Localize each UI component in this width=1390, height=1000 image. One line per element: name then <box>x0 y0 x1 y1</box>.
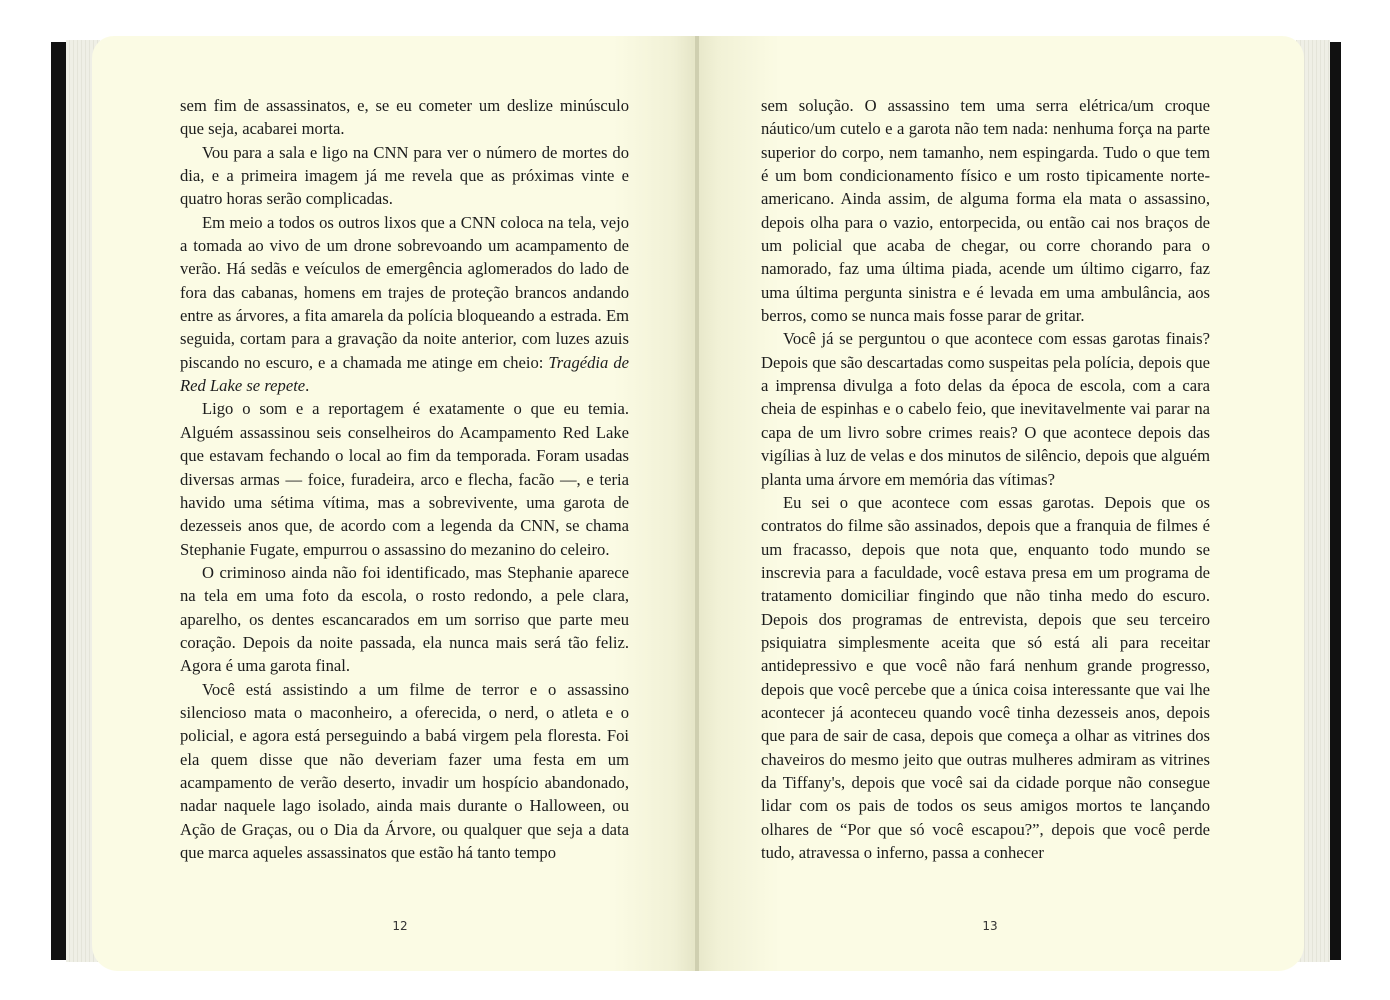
paragraph: sem solução. O assassino tem uma serra elétrica/um croque náutico/um cutelo e a garota não tem nada: nenhuma força na parte superior do corpo, nem tamanho, nem espingarda. Tudo o que tem é um bom condicionamento físico e um rosto tipicamente norte-americano. Ainda assim, de alguma forma ela mata o assassino, depois olha para o vazio, entorpecida, ou então cai nos braços de um policial que acaba de chegar, ou corre chorando para o namorado, faz uma última piada, acende um último cigarro, faz uma última pergunta sinistra e é levada em uma ambulância, aos berros, como se nunca mais fosse parar de gritar. <box>761 96 1210 326</box>
paragraph-end: . <box>305 376 310 396</box>
paragraph: Vou para a sala e ligo na CNN para ver o número de mortes do dia, e a primeira imagem já me revela que as próximas vinte e quatro horas serão complicadas. <box>180 142 629 209</box>
paragraph: Ligo o som e a reportagem é exatamente o que eu temia. Alguém assassinou seis conselheiros do Acampamento Red Lake que estavam fechando o local ao fim da temporada. Foram usadas diversas armas — foice, furadeira, arco e flecha, facão —, e teria havido uma sétima vítima, mas a sobrevivente, uma garota de dezesseis anos que, de acordo com a legenda da CNN, se chama Stephanie Fugate, empurrou o assassino do mezanino do celeiro. <box>180 399 629 559</box>
paragraph: sem fim de assassinatos, e, se eu cometer um deslize minúsculo que seja, acabarei morta. <box>180 96 629 139</box>
left-page <box>92 36 698 971</box>
book-gutter <box>695 36 699 971</box>
paragraph: Eu sei o que acontece com essas garotas. Depois que os contratos do filme são assinados, depois que a franquia de filmes é um fracasso, depois que nota que, enquanto todo mundo se inscrevia para a faculdade, você estava presa em um programa de tratamento domiciliar fingindo que não tinha medo do escuro. Depois dos programas de entrevista, depois que seu terceiro psiquiatra simplesmente aceita que só está ali para receitar antidepressivo e que você não fará nenhum grande progresso, depois que você percebe que a única coisa interessante que vai lhe acontecer já aconteceu quando você tinha dezesseis anos, depois que para de sair de casa, depois que começa a olhar as vitrines dos chaveiros do mesmo jeito que outras mulheres admiram as vitrines da Tiffany's, depois que você sai da cidade porque não consegue lidar com os pais de todos os seus amigos mortos te lançando olhares de “Por que só você escapou?”, depois que você perde tudo, atravessa o inferno, passa a conhecer <box>761 492 1210 862</box>
paragraph: Você já se perguntou o que acontece com essas garotas finais? Depois que são descartadas como suspeitas pela polícia, depois que a imprensa divulga a foto delas da época de escola, com a cara cheia de espinhas e o cabelo feio, que inevitavelmente vai parar na capa de um livro sobre crimes reais? O que acontece depois das vigílias à luz de velas e dos minutos de silêncio, depois que alguém planta uma árvore em memória das vítimas? <box>761 329 1210 489</box>
paragraph: O criminoso ainda não foi identificado, mas Stephanie aparece na tela em uma foto da escola, o rosto redondo, a pele clara, aparelho, os dentes escancarados em um sorriso que parte meu coração. Depois da noite passada, ela nunca mais será tão feliz. Agora é uma garota final. <box>180 562 629 676</box>
page-number: 12 <box>392 919 408 933</box>
headline-italic: Tragédia de Red Lake se repete <box>180 352 629 396</box>
paragraph: Você está assistindo a um filme de terror e o assassino silencioso mata o maconheiro, a oferecida, o nerd, o atleta e o policial, e agora está perseguindo a babá virgem pela floresta. Foi ela quem disse que não deveriam fazer uma festa em um acampamento de verão deserto, invadir um hospício abandonado, nadar naquele lago isolado, ainda mais durante o Halloween, ou Ação de Graças, ou o Dia da Árvore, ou qualquer que seja a data que marca aqueles assassinatos que estão há tanto tempo <box>180 679 629 862</box>
right-page <box>694 36 1304 971</box>
paragraph <box>180 211 629 398</box>
paragraph-text: Em meio a todos os outros lixos que a CNN coloca na tela, vejo a tomada ao vivo de um drone sobrevoando um acampamento de verão. Há sedãs e veículos de emergência aglomerados do lado de fora das cabanas, homens em trajes de proteção brancos andando entre as árvores, a fita amarela da polícia bloqueando a estrada. Em seguida, cortam para a gravação da noite anterior, com luzes azuis piscando no escuro, e a chamada me atinge em cheio: <box>180 212 629 372</box>
page-number: 13 <box>982 919 998 933</box>
book-cover-right <box>1329 42 1341 960</box>
right-page-text <box>761 94 1210 864</box>
left-page-text <box>180 94 629 864</box>
